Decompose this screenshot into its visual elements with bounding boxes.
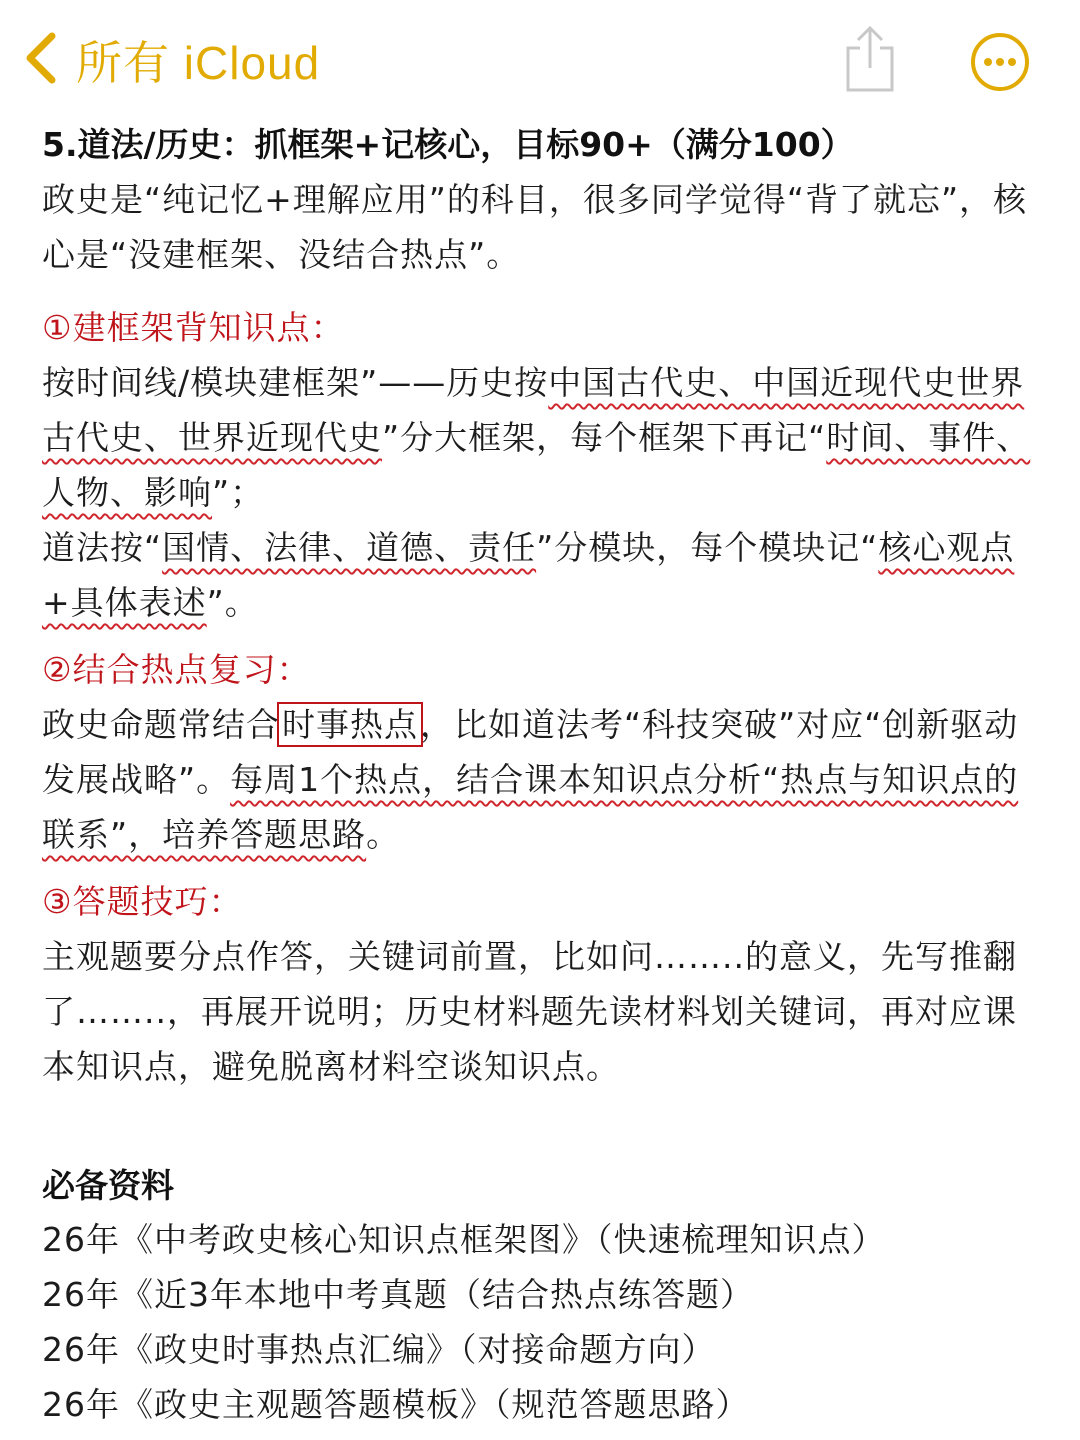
more-options-button[interactable]: [970, 32, 1030, 92]
section3-title: ③答题技巧：: [42, 882, 243, 921]
note-body[interactable]: [42, 118, 1042, 1432]
back-button[interactable]: [22, 30, 320, 90]
resource-item: 26年《政史时事热点汇编》（对接命题方向）: [42, 1330, 716, 1369]
section2-paragraph: 政史命题常结合时事热点，比如道法考“科技突破”对应“创新驱动发展战略”。每周1个热点，结合课本知识点分析“热点与知识点的联系”，培养答题思路。: [42, 705, 1019, 854]
section1-title: ①建框架背知识点：: [42, 308, 345, 347]
more-icon: [970, 77, 1030, 96]
share-button[interactable]: [842, 22, 898, 94]
section1-paragraph1: 按时间线/模块建框架”——历史按中国古代史、中国近现代史世界古代史、世界近现代史”分大框架，每个框架下再记“时间、事件、人物、影响”；: [42, 363, 1031, 512]
navigation-bar: [0, 0, 1080, 120]
resource-item: 26年《中考政史核心知识点框架图》（快速梳理知识点）: [42, 1220, 886, 1259]
resource-item: 26年《近3年本地中考真题（结合热点练答题）: [42, 1275, 754, 1314]
resource-item: 26年《政史主观题答题模板》（规范答题思路）: [42, 1385, 750, 1424]
resources-title: 必备资料: [42, 1166, 174, 1205]
section2-title: ②结合热点复习：: [42, 650, 311, 689]
note-heading: 5.道法/历史：抓框架+记核心，目标90+（满分100）: [42, 125, 854, 164]
section3-paragraph: 主观题要分点作答，关键词前置，比如问……..的意义，先写推翻了……..，再展开说明；历史材料题先读材料划关键词，再对应课本知识点，避免脱离材料空谈知识点。: [42, 937, 1017, 1086]
boxed-keyword: 时事热点: [282, 705, 418, 744]
section1-paragraph2: 道法按“国情、法律、道德、责任”分模块，每个模块记“核心观点+具体表述”。: [42, 528, 1015, 622]
intro-paragraph: 政史是“纯记忆+理解应用”的科目，很多同学觉得“背了就忘”，核心是“没建框架、没结合热点”。: [42, 180, 1028, 274]
share-icon: [842, 79, 898, 98]
chevron-left-icon: [22, 30, 62, 90]
back-label: 所有 iCloud: [76, 37, 321, 89]
